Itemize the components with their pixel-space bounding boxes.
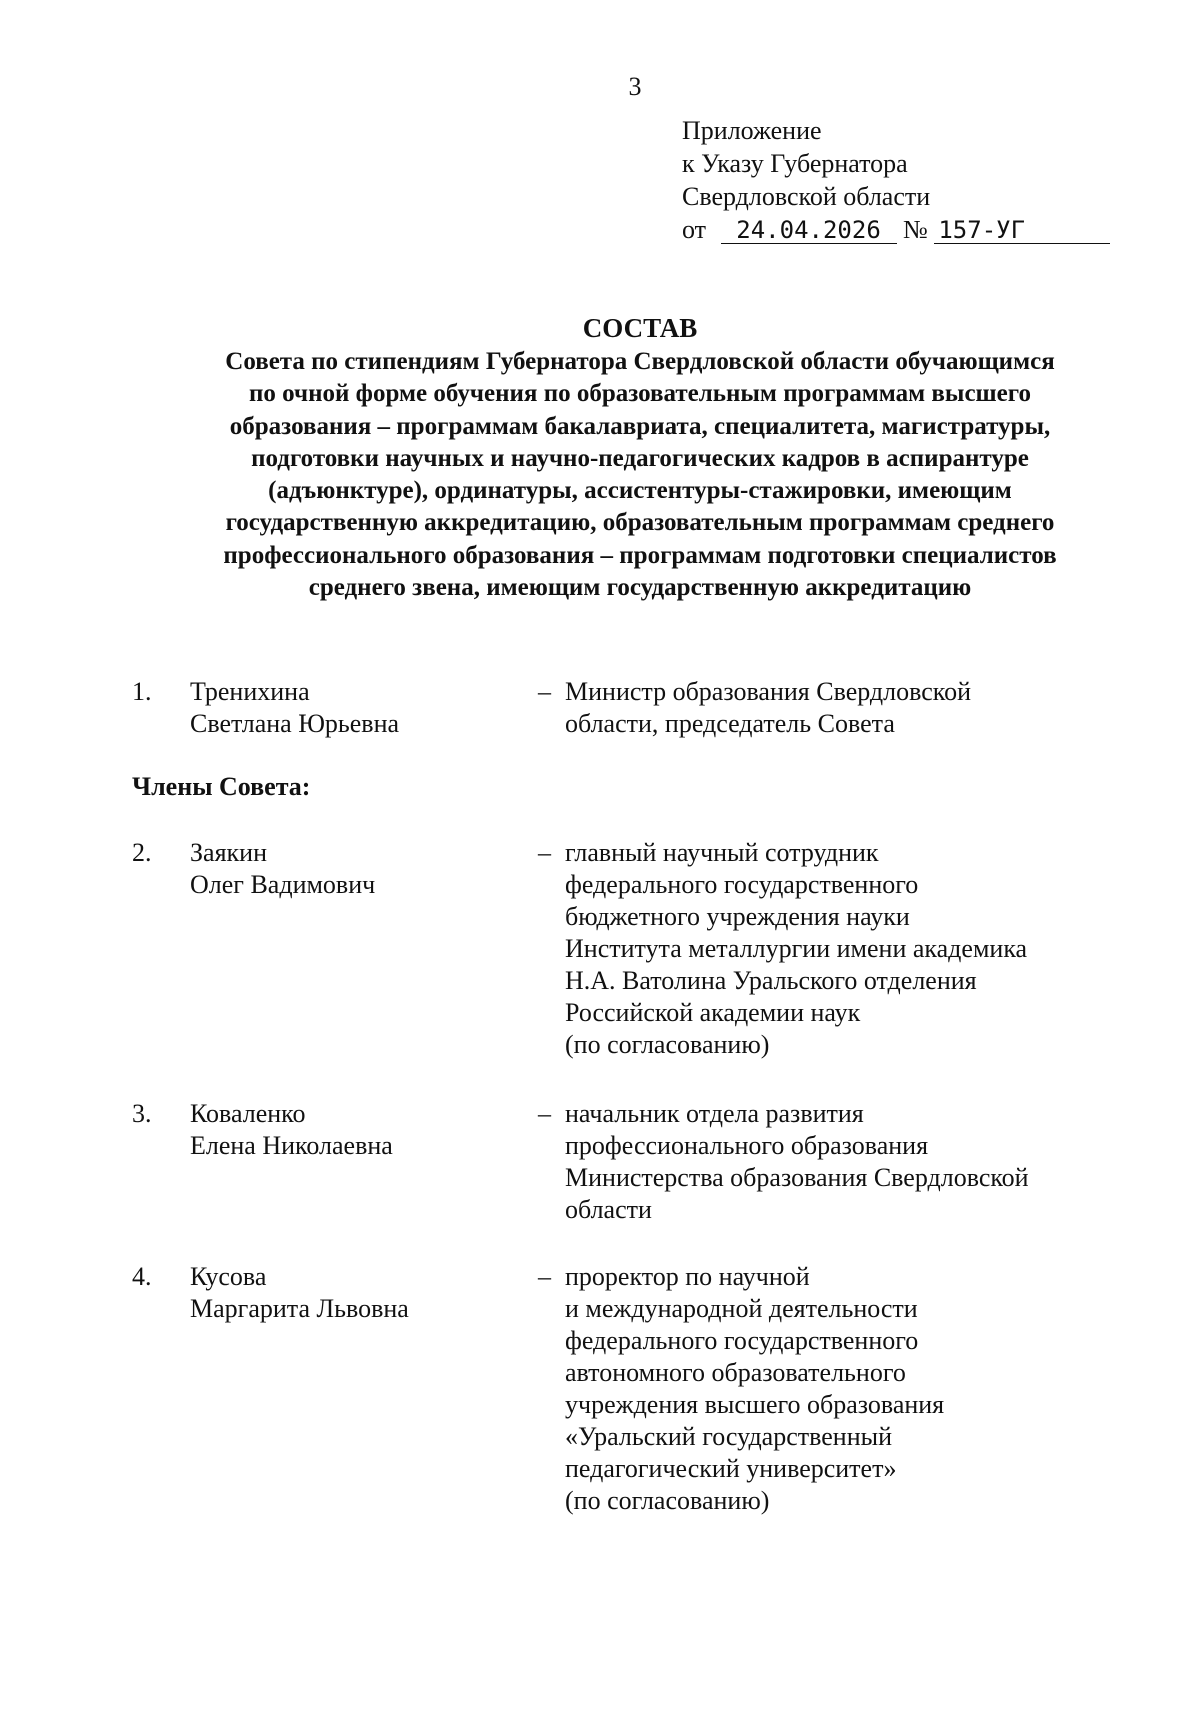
member-number: 4.	[132, 1262, 152, 1291]
position-line: главный научный сотрудник	[565, 838, 879, 867]
member-name	[190, 837, 510, 901]
position-line: области	[565, 1195, 652, 1224]
member-dash: –	[538, 1099, 551, 1128]
member-name	[190, 1261, 510, 1325]
member-given-names: Маргарита Львовна	[190, 1294, 409, 1323]
member-position	[565, 676, 1105, 740]
member-given-names: Светлана Юрьевна	[190, 709, 400, 738]
position-line: Министерства образования Свердловской	[565, 1163, 1029, 1192]
position-line: педагогический университет»	[565, 1454, 897, 1483]
member-dash: –	[538, 1262, 551, 1291]
heading-line: по очной форме обучения по образовательным программам высшего	[249, 380, 1031, 408]
member-position	[565, 1098, 1105, 1226]
position-line: области, председатель Совета	[565, 709, 895, 738]
page-number: 3	[628, 72, 642, 101]
position-line: автономного образовательного	[565, 1358, 906, 1387]
position-line: Министр образования Свердловской	[565, 677, 971, 706]
position-line: профессионального образования	[565, 1131, 929, 1160]
position-line: учреждения высшего образования	[565, 1390, 945, 1419]
position-line: (по согласованию)	[565, 1486, 770, 1515]
member-position	[565, 1261, 1105, 1517]
member-surname: Тренихина	[190, 677, 310, 706]
position-line: (по согласованию)	[565, 1030, 770, 1059]
position-line: федерального государственного	[565, 1326, 919, 1355]
appendix-block	[682, 114, 1110, 248]
heading-line: профессионального образования – программам подготовки специалистов	[223, 541, 1057, 569]
position-line: бюджетного учреждения науки	[565, 902, 910, 931]
position-line: Института металлургии имени академика	[565, 934, 1028, 963]
member-name	[190, 1098, 510, 1162]
decree-date: 24.04.2026	[721, 217, 897, 244]
member-position	[565, 837, 1105, 1061]
appendix-line-3: Свердловской области	[682, 182, 931, 211]
position-line: и международной деятельности	[565, 1294, 918, 1323]
number-sign: №	[903, 215, 928, 244]
heading-line: подготовки научных и научно-педагогических кадров в аспирантуре	[251, 444, 1029, 472]
member-number: 1.	[132, 677, 152, 706]
position-line: «Уральский государственный	[565, 1422, 892, 1451]
decree-number: 157-УГ	[934, 217, 1110, 244]
member-surname: Заякин	[190, 838, 267, 867]
member-given-names: Олег Вадимович	[190, 870, 376, 899]
heading-line: государственную аккредитацию, образовательным программам среднего	[225, 509, 1055, 537]
heading-line: Совета по стипендиям Губернатора Свердловской области обучающимся	[225, 348, 1055, 375]
member-number: 2.	[132, 838, 152, 867]
member-dash: –	[538, 677, 551, 706]
date-prefix: от	[682, 215, 707, 244]
member-given-names: Елена Николаевна	[190, 1131, 393, 1160]
heading-line: (адъюнктуре), ординатуры, ассистентуры-стажировки, имеющим	[268, 477, 1012, 505]
heading-line: образования – программам бакалавриата, специалитета, магистратуры,	[229, 412, 1051, 440]
document-heading	[0, 310, 1200, 604]
member-number: 3.	[132, 1099, 152, 1128]
member-name	[190, 676, 510, 740]
member-surname: Коваленко	[190, 1099, 306, 1128]
position-line: федерального государственного	[565, 870, 919, 899]
position-line: начальник отдела развития	[565, 1099, 864, 1128]
appendix-line-1: Приложение	[682, 116, 822, 145]
position-line: Российской академии наук	[565, 998, 861, 1027]
appendix-line-2: к Указу Губернатора	[682, 149, 908, 178]
appendix-date-line	[682, 213, 1110, 248]
member-dash: –	[538, 838, 551, 867]
document-title: СОСТАВ	[582, 313, 698, 343]
members-label: Члены Совета:	[132, 772, 311, 801]
member-surname: Кусова	[190, 1262, 267, 1291]
position-line: проректор по научной	[565, 1262, 810, 1291]
position-line: Н.А. Ватолина Уральского отделения	[565, 966, 977, 995]
heading-line: среднего звена, имеющим государственную аккредитацию	[308, 574, 972, 602]
